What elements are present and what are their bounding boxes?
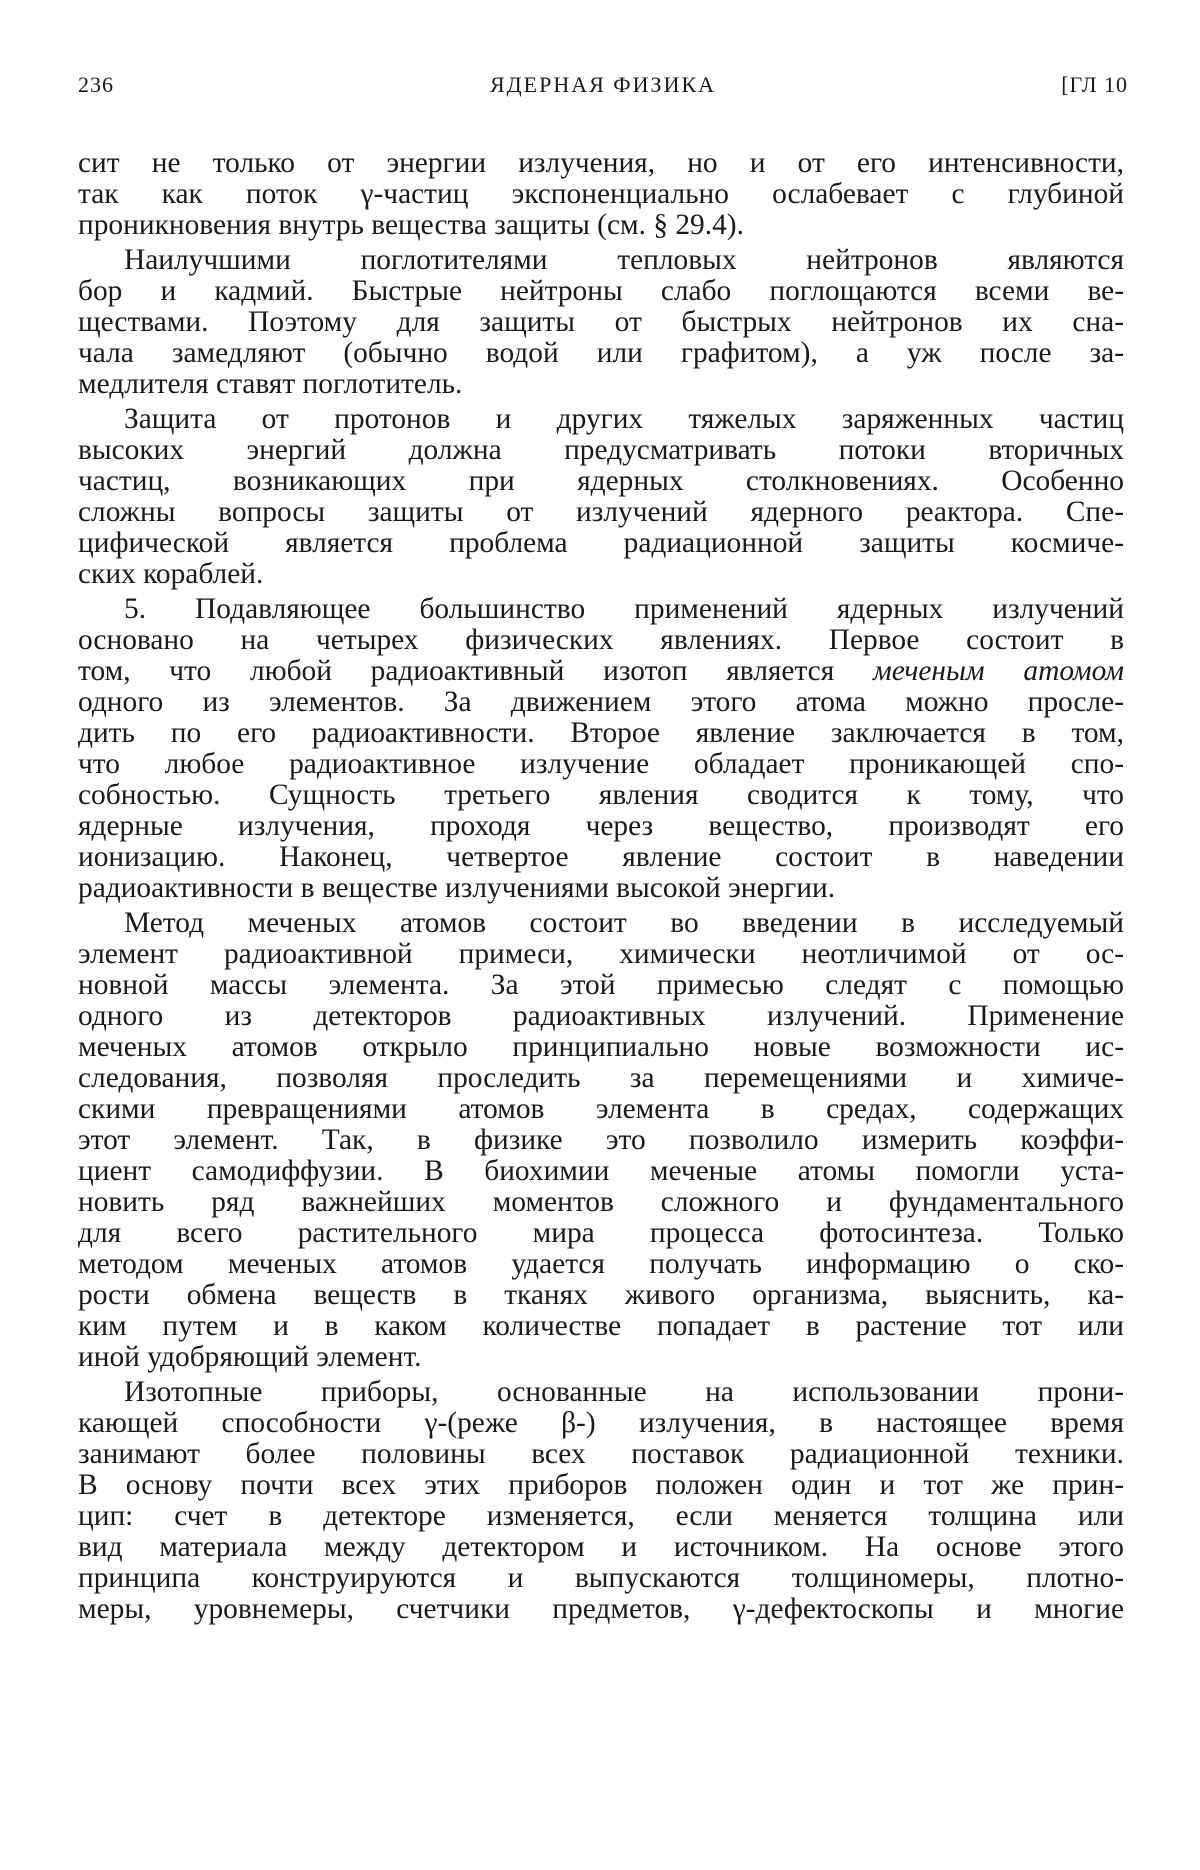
- text-line: дить по его радиоактивности. Второе явление заключается в том,: [78, 718, 1124, 749]
- text-line: основано на четырех физических явлениях. Первое состоит в: [78, 625, 1124, 656]
- paragraph-5: [78, 908, 1124, 1373]
- text-line: рости обмена веществ в тканях живого организма, выяснить, ка-: [78, 1280, 1124, 1311]
- text-line: медлителя ставят поглотитель.: [78, 369, 463, 400]
- text-line: В основу почти всех этих приборов положен один и тот же прин-: [78, 1470, 1124, 1501]
- running-header: [78, 72, 1128, 112]
- text-line: [78, 656, 1124, 687]
- text-line: проникновения внутрь вещества защиты (см. § 29.4).: [78, 210, 744, 241]
- text-fragment: том, что любой радиоактивный изотоп является: [78, 656, 873, 687]
- text-line: меры, уровнемеры, счетчики предметов, γ-дефектоскопы и многие: [78, 1594, 1124, 1625]
- text-line: сит не только от энергии излучения, но и от его интенсивности,: [78, 148, 1124, 179]
- text-line: кающей способности γ-(реже β-) излучения, в настоящее время: [78, 1408, 1124, 1439]
- text-line: для всего растительного мира процесса фотосинтеза. Только: [78, 1218, 1124, 1249]
- text-line: сложны вопросы защиты от излучений ядерного реактора. Спе-: [78, 497, 1124, 528]
- text-line: иной удобряющий элемент.: [78, 1342, 422, 1373]
- text-line: одного из детекторов радиоактивных излучений. Применение: [78, 1001, 1124, 1032]
- text-line: собностью. Сущность третьего явления сводится к тому, что: [78, 780, 1124, 811]
- text-line: ществами. Поэтому для защиты от быстрых нейтронов их сна-: [78, 307, 1124, 338]
- text-line: новить ряд важнейших моментов сложного и фундаментального: [78, 1187, 1124, 1218]
- text-line: ионизацию. Наконец, четвертое явление состоит в наведении: [78, 842, 1124, 873]
- text-line: высоких энергий должна предусматривать потоки вторичных: [78, 435, 1124, 466]
- text-line: Метод меченых атомов состоит во введении в исследуемый: [124, 908, 1124, 939]
- text-line: частиц, возникающих при ядерных столкновениях. Особенно: [78, 466, 1124, 497]
- text-line: принципа конструируются и выпускаются толщиномеры, плотно-: [78, 1563, 1124, 1594]
- text-line: цифической является проблема радиационной защиты космиче-: [78, 528, 1124, 559]
- text-line: элемент радиоактивной примеси, химически неотличимой от ос-: [78, 939, 1124, 970]
- text-line: новной массы элемента. За этой примесью следят с помощью: [78, 970, 1124, 1001]
- paragraph-2: [78, 245, 1124, 400]
- chapter-label: [ГЛ 10: [1061, 72, 1128, 97]
- page-number: 236: [78, 72, 114, 97]
- text-line: занимают более половины всех поставок радиационной техники.: [78, 1439, 1124, 1470]
- text-line: Изотопные приборы, основанные на использовании прони-: [124, 1377, 1124, 1408]
- text-line: ядерные излучения, проходя через вещество, производят его: [78, 811, 1124, 842]
- text-line: методом меченых атомов удается получать информацию о ско-: [78, 1249, 1124, 1280]
- text-line: так как поток γ-частиц экспоненциально ослабевает с глубиной: [78, 179, 1124, 210]
- text-line: скими превращениями атомов элемента в средах, содержащих: [78, 1094, 1124, 1125]
- emphasis-term: меченым атомом: [872, 656, 1124, 687]
- text-line: бор и кадмий. Быстрые нейтроны слабо поглощаются всеми ве-: [78, 276, 1124, 307]
- text-line: вид материала между детектором и источником. На основе этого: [78, 1532, 1124, 1563]
- text-line: одного из элементов. За движением этого атома можно просле-: [78, 687, 1124, 718]
- text-line: радиоактивности в веществе излучениями высокой энергии.: [78, 873, 836, 904]
- text-line: этот элемент. Так, в физике это позволило измерить коэффи-: [78, 1125, 1124, 1156]
- paragraph-1: [78, 148, 1124, 241]
- running-title: ЯДЕРНАЯ ФИЗИКА: [489, 72, 717, 97]
- text-line: Защита от протонов и других тяжелых заряженных частиц: [124, 404, 1124, 435]
- text-line: 5. Подавляющее большинство применений ядерных излучений: [124, 594, 1124, 625]
- paragraph-4: [78, 594, 1124, 904]
- paragraph-6: [78, 1377, 1124, 1625]
- text-line: циент самодиффузии. В биохимии меченые атомы помогли уста-: [78, 1156, 1124, 1187]
- text-line: ким путем и в каком количестве попадает в растение тот или: [78, 1311, 1124, 1342]
- text-line: что любое радиоактивное излучение обладает проникающей спо-: [78, 749, 1124, 780]
- text-line: чала замедляют (обычно водой или графитом), а уж после за-: [78, 338, 1124, 369]
- text-line: меченых атомов открыло принципиально новые возможности ис-: [78, 1032, 1124, 1063]
- paragraph-3: [78, 404, 1124, 590]
- text-line: ских кораблей.: [78, 559, 264, 590]
- body-text: [78, 148, 1124, 1629]
- text-line: следования, позволяя проследить за перемещениями и химиче-: [78, 1063, 1124, 1094]
- text-line: Наилучшими поглотителями тепловых нейтронов являются: [124, 245, 1124, 276]
- text-line: цип: счет в детекторе изменяется, если меняется толщина или: [78, 1501, 1124, 1532]
